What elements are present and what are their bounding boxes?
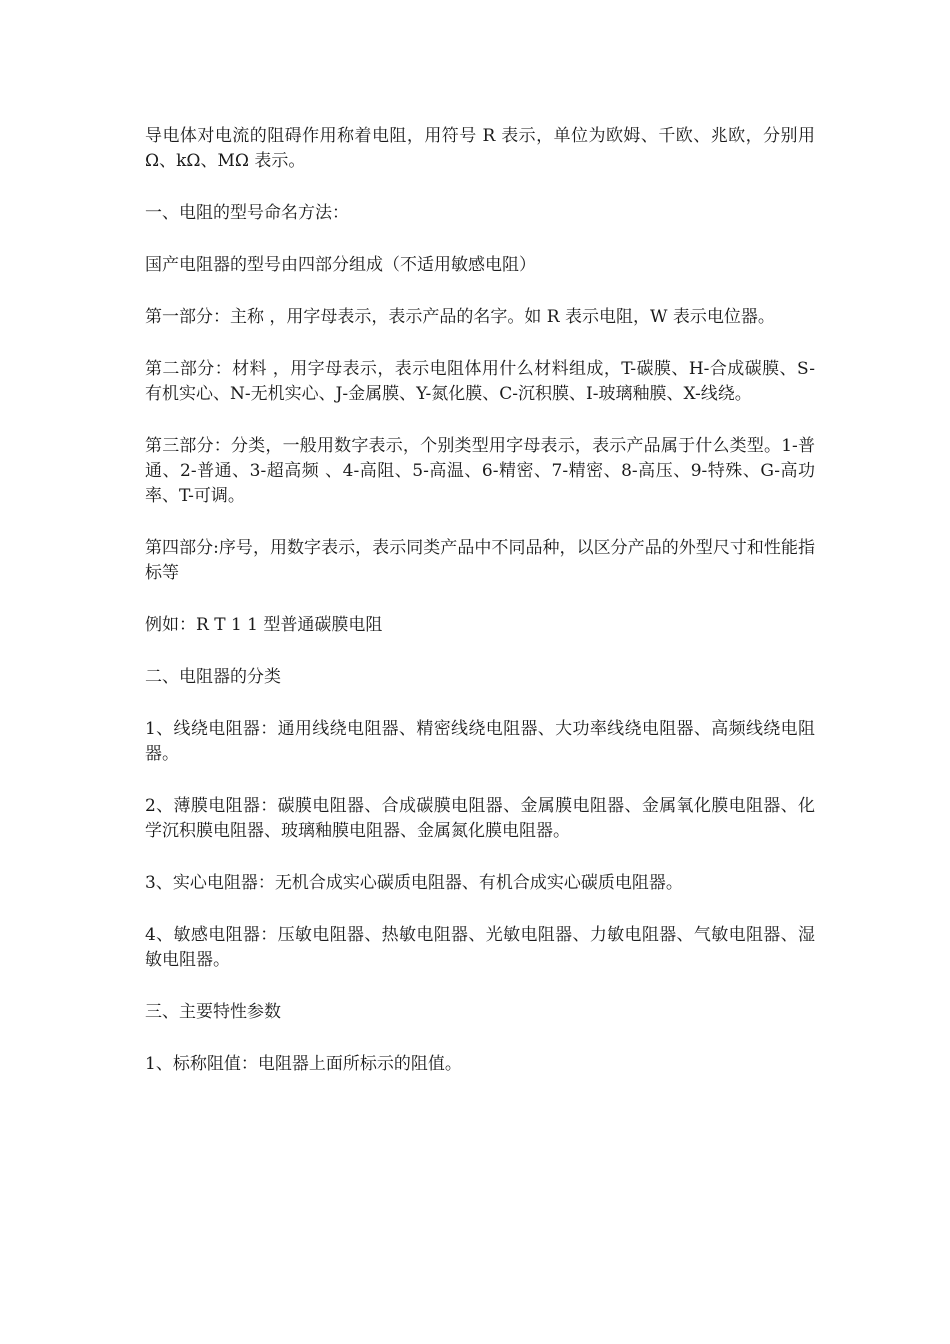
paragraph-solid: 3、实心电阻器：无机合成实心碳质电阻器、有机合成实心碳质电阻器。 — [145, 873, 683, 893]
paragraph-wirewound: 1、线绕电阻器：通用线绕电阻器、精密线绕电阻器、大功率线绕电阻器、高频线绕电阻器。 — [145, 719, 815, 764]
section-heading-parameters: 三、主要特性参数 — [145, 1002, 281, 1022]
paragraph-part-two: 第二部分：材料 ，用字母表示，表示电阻体用什么材料组成，T-碳膜、H-合成碳膜、S-有机实心、N-无机实心、J-金属膜、Y-氮化膜、C-沉积膜、I-玻璃釉膜、X-线绕。 — [145, 359, 815, 404]
paragraph-nominal-resistance: 1、标称阻值：电阻器上面所标示的阻值。 — [145, 1054, 462, 1074]
intro-paragraph: 导电体对电流的阻碍作用称着电阻，用符号 R 表示，单位为欧姆、千欧、兆欧，分别用 Ω、kΩ、MΩ 表示。 — [145, 126, 815, 171]
paragraph-sensitive: 4、敏感电阻器：压敏电阻器、热敏电阻器、光敏电阻器、力敏电阻器、气敏电阻器、湿敏电阻器。 — [145, 925, 815, 970]
section-heading-classification: 二、电阻器的分类 — [145, 667, 281, 687]
section-heading-naming: 一、电阻的型号命名方法： — [145, 203, 349, 223]
paragraph-part-four: 第四部分:序号，用数字表示，表示同类产品中不同品种，以区分产品的外型尺寸和性能指标等 — [145, 538, 815, 583]
paragraph-part-three: 第三部分：分类，一般用数字表示，个别类型用字母表示，表示产品属于什么类型。1-普通、2-普通、3-超高频 、4-高阻、5-高温、6-精密、7-精密、8-高压、9-特殊、G-高功率、T-可调。 — [145, 436, 815, 506]
paragraph-film: 2、薄膜电阻器：碳膜电阻器、合成碳膜电阻器、金属膜电阻器、金属氧化膜电阻器、化学沉积膜电阻器、玻璃釉膜电阻器、金属氮化膜电阻器。 — [145, 796, 815, 841]
paragraph-example: 例如：R T 1 1 型普通碳膜电阻 — [145, 615, 383, 635]
document-body — [145, 124, 815, 1104]
paragraph-composition: 国产电阻器的型号由四部分组成（不适用敏感电阻） — [145, 255, 536, 275]
paragraph-part-one: 第一部分：主称 ，用字母表示，表示产品的名字。如 R 表示电阻，W 表示电位器。 — [145, 307, 775, 327]
